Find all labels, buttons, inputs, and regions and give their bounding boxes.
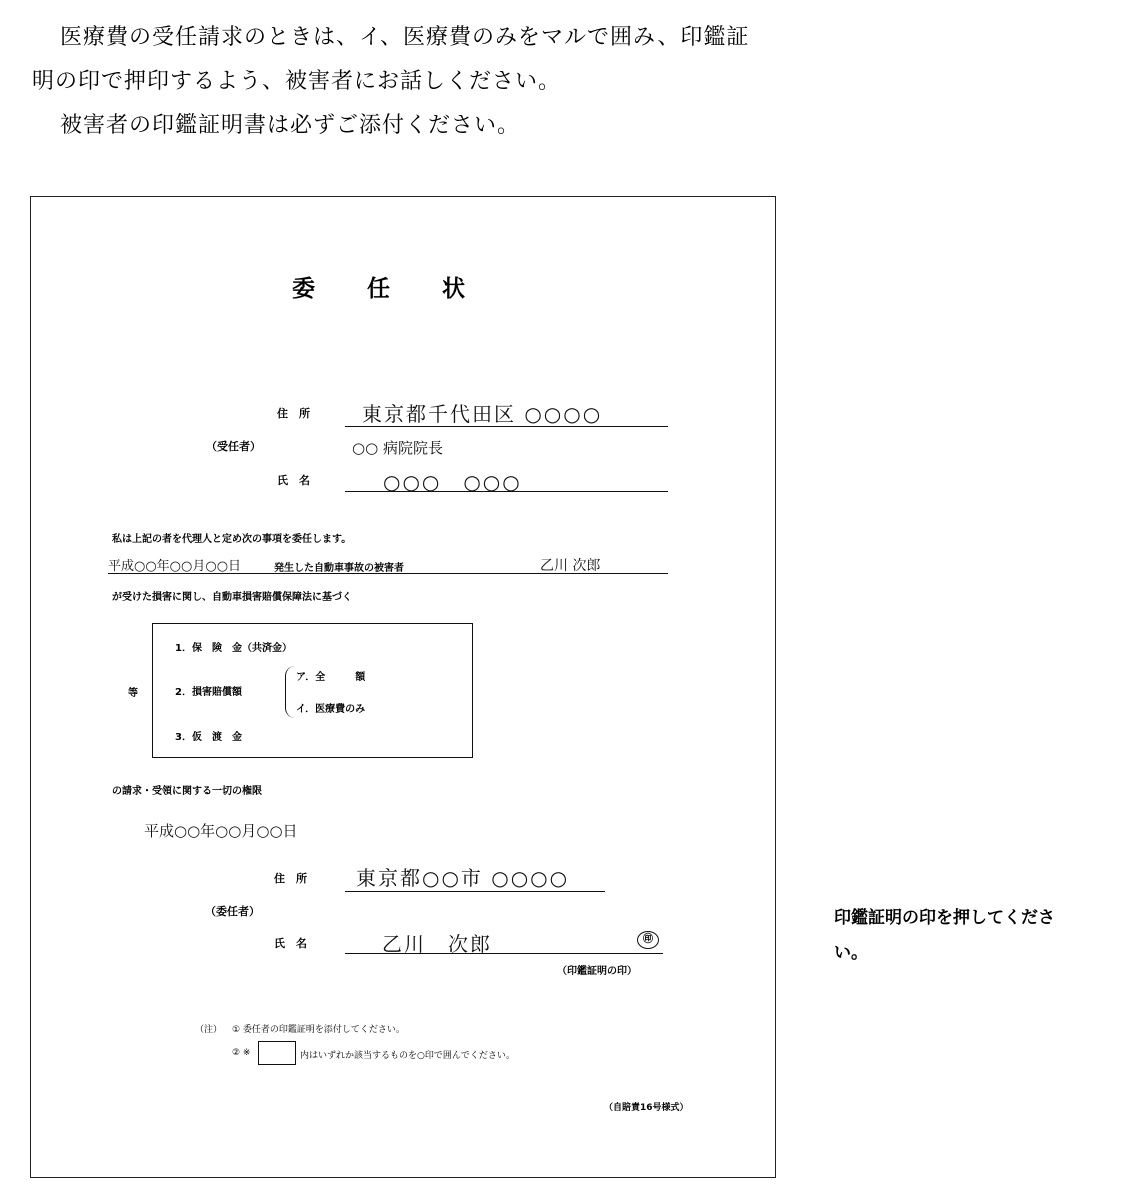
note-2-prefix: ② ※: [232, 1048, 251, 1058]
side-note-line-2: い。: [834, 943, 868, 963]
intro-line-2: 明の印で押印するよう、被害者にお話しください。: [32, 69, 562, 94]
note-2-suffix: 内はいずれか該当するものを○印で囲んでください。: [300, 1051, 515, 1061]
agent-org-value: ○○ 病院院長: [352, 439, 443, 457]
principal-group-label: （委任者）: [205, 905, 260, 918]
principal-name-label: 氏 名: [274, 937, 307, 950]
principal-name-underline: [345, 953, 663, 954]
body-line-3: が受けた損害に関し、自動車損害賠償保障法に基づく: [112, 592, 352, 603]
agent-address-underline: [345, 426, 668, 427]
option-2-bracket: [285, 666, 296, 718]
body-date-prefix: 平成○○年○○月○○日: [108, 559, 242, 574]
principal-address-value: 東京都○○市 ○○○○: [356, 866, 570, 890]
agent-name-underline: [345, 491, 668, 492]
seal-mark: ㊞: [637, 931, 659, 949]
body-line-2-underline: [108, 573, 668, 574]
body-line-1: 私は上記の者を代理人と定め次の事項を委任します。: [112, 534, 352, 545]
victim-name: 乙川 次郎: [540, 558, 601, 574]
notes-label: （注）: [195, 1025, 223, 1035]
agent-name-label: 氏 名: [277, 474, 310, 487]
options-side-mark: 等: [128, 688, 138, 699]
seal-caption: （印鑑証明の印）: [557, 966, 637, 977]
body-line-2-mid: 発生した自動車事故の被害者: [274, 563, 404, 574]
form-footer: （自賠責16号様式）: [604, 1103, 689, 1113]
option-2b: イ．医療費のみ: [296, 704, 366, 715]
principal-address-label: 住 所: [274, 872, 307, 885]
agent-address-label: 住 所: [277, 407, 310, 420]
option-2a: ア．全 額: [296, 672, 366, 683]
intro-line-1: 医療費の受任請求のときは、イ、医療費のみをマルで囲み、印鑑証: [60, 25, 750, 50]
sign-date: 平成○○年○○月○○日: [144, 822, 298, 840]
option-1: 1．保 険 金（共済金）: [175, 643, 292, 654]
note-2-box: [258, 1041, 296, 1065]
option-2: 2．損害賠償額: [175, 687, 242, 698]
form-title: 委 任 状: [292, 276, 467, 302]
side-note-line-1: 印鑑証明の印を押してくださ: [834, 908, 1055, 928]
after-box-text: の請求・受領に関する一切の権限: [112, 786, 262, 797]
principal-name-value: 乙川 次郎: [382, 932, 492, 956]
agent-group-label: （受任者）: [206, 440, 261, 453]
agent-address-value: 東京都千代田区 ○○○○: [362, 402, 603, 426]
principal-address-underline: [345, 891, 605, 892]
intro-line-3: 被害者の印鑑証明書は必ずご添付ください。: [60, 113, 521, 138]
note-1: ① 委任者の印鑑証明を添付してください。: [232, 1025, 405, 1035]
agent-name-value: ○○○ ○○○: [383, 470, 522, 494]
option-3: 3．仮 渡 金: [175, 732, 242, 743]
